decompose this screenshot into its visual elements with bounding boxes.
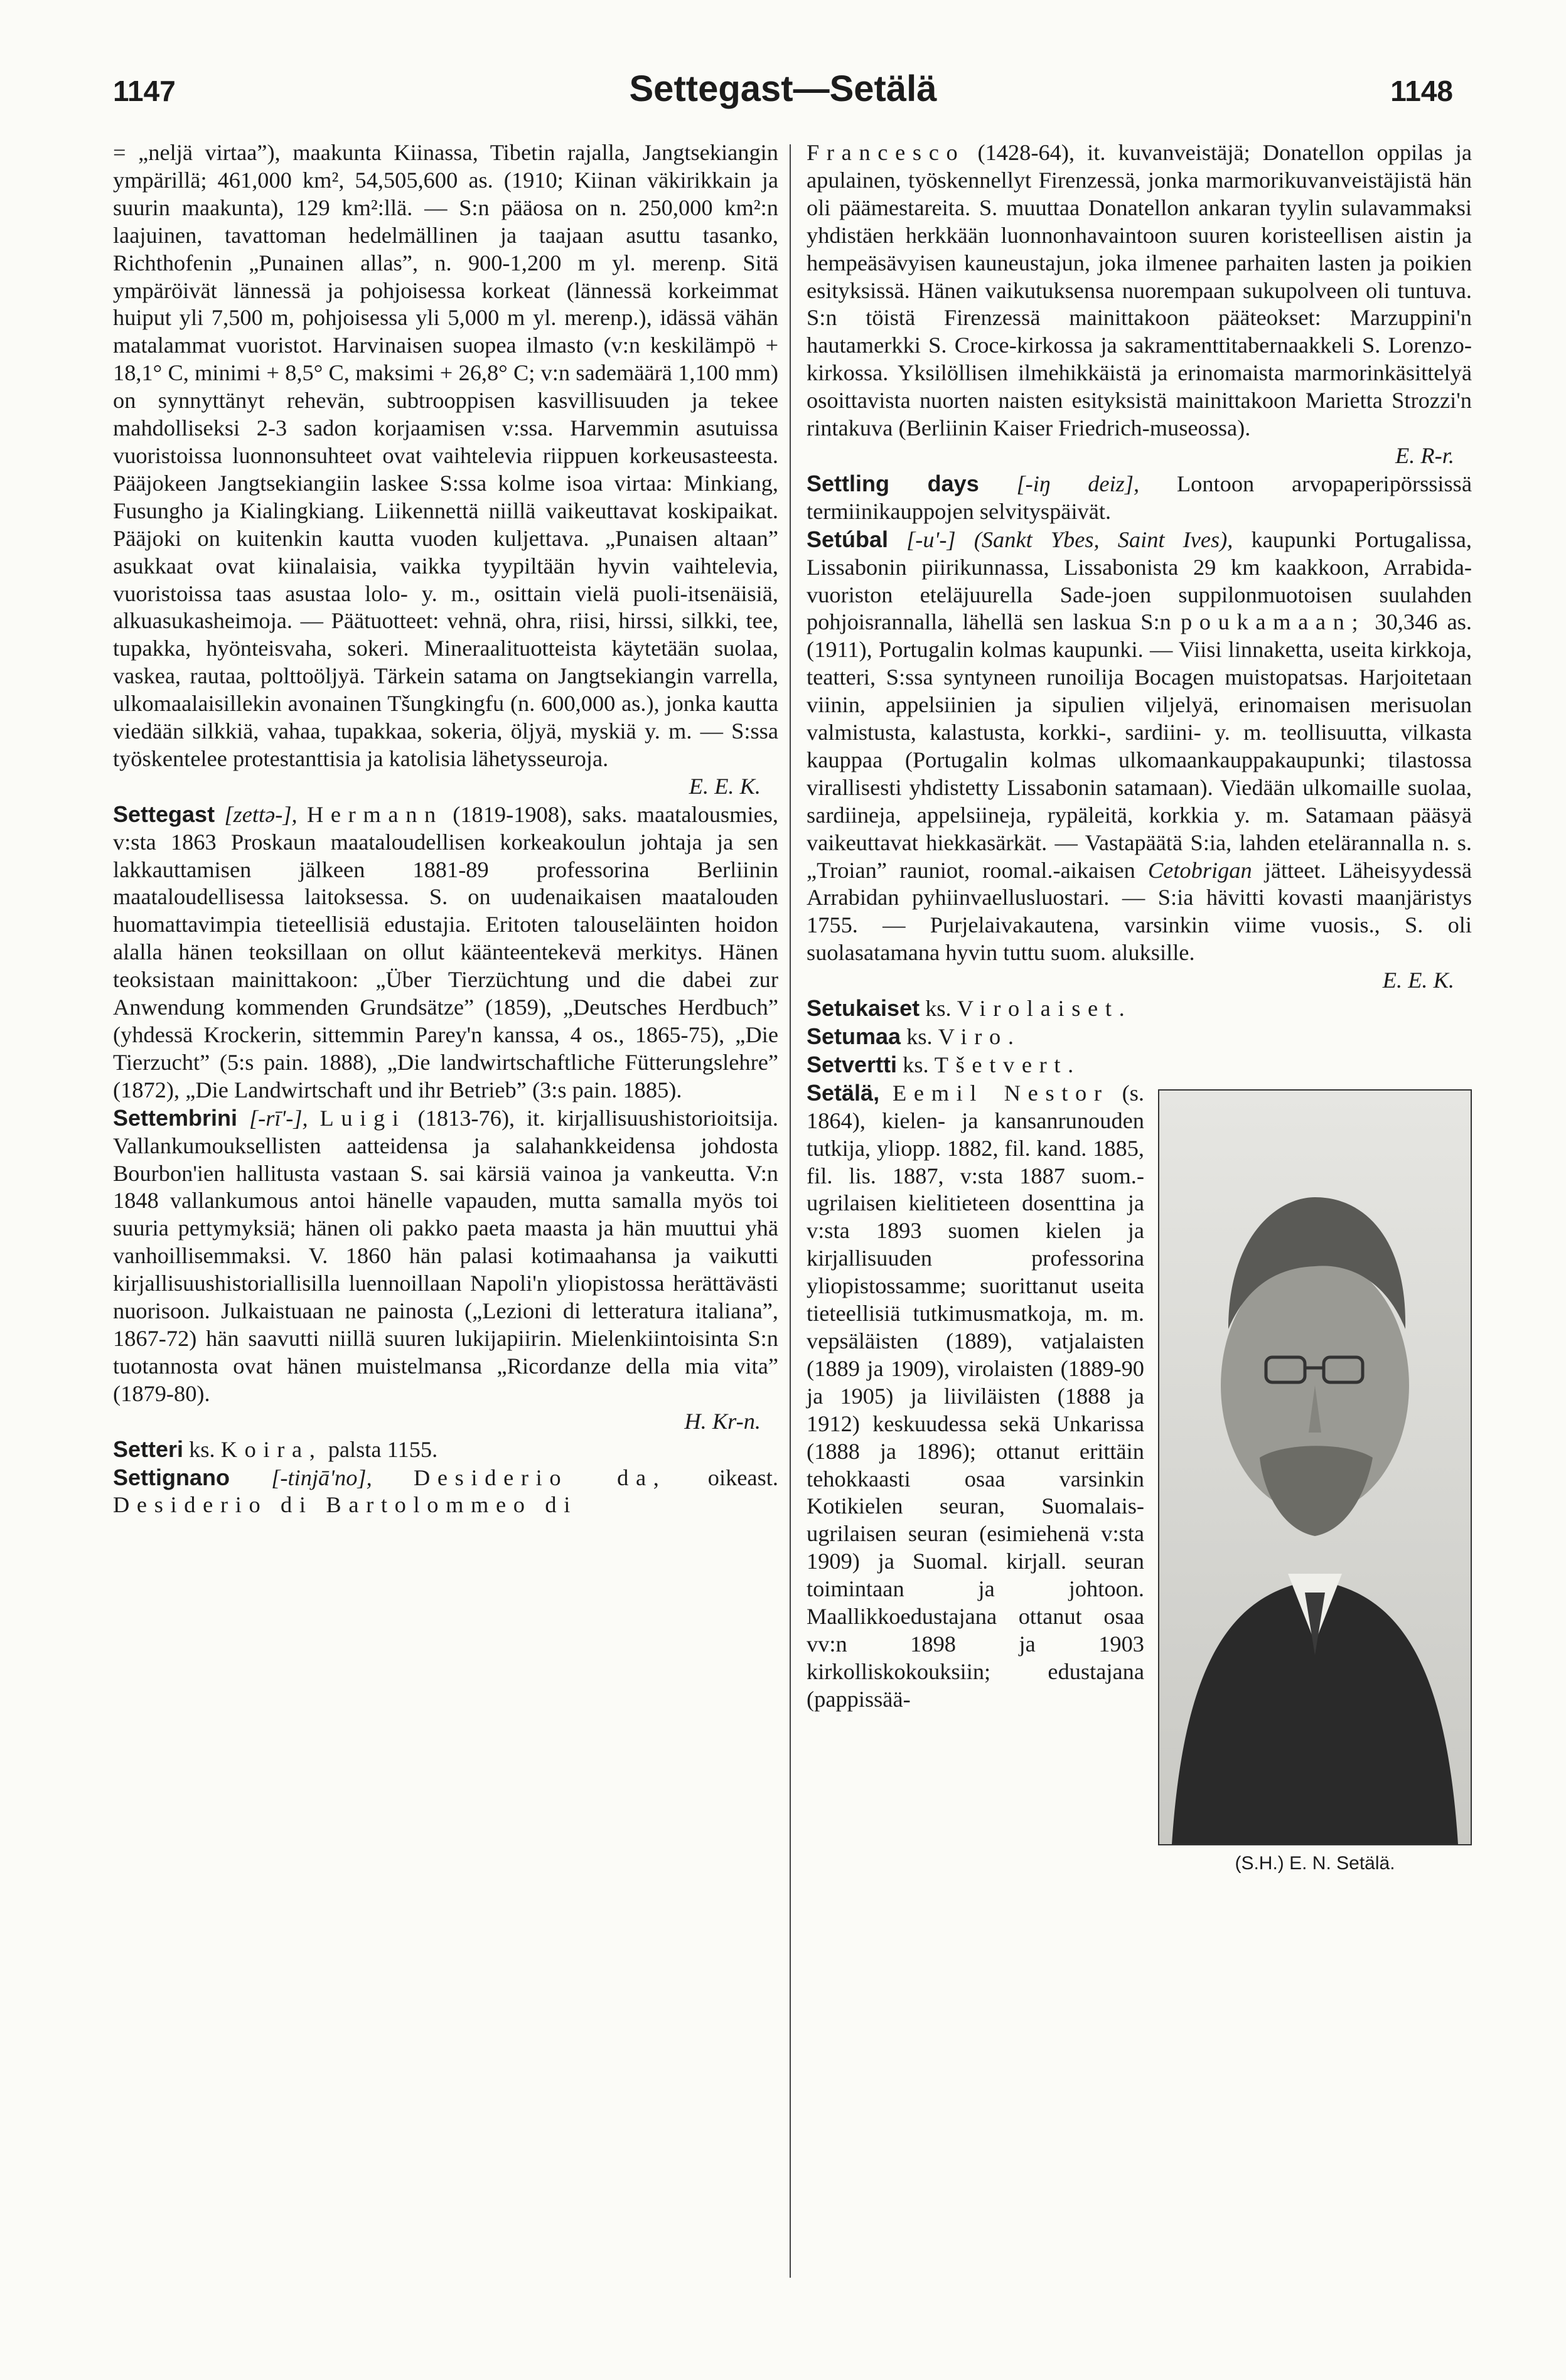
entry-text: oikeast. [707,1465,778,1490]
cross-reference: Tšetvert. [934,1052,1081,1077]
italic-term: Cetobrigan [1147,857,1252,883]
entry-settegast [113,801,778,1104]
person-name: Hermann [306,801,443,827]
headword: Settembrini [113,1104,238,1131]
portrait-image [1159,1091,1471,1844]
entry-text: 30,346 as. (1911), Portugalin kolmas kaupunki. — Viisi linnaketta, useita kirkkoja, teatteri, S:ssa syntyneen runoilija Bocagen muistopatsas. Harjoitetaan viinin, appelsiinien ja sipulien viljelyä, erinomaisen merisuolan valmistusta, kalastusta, korkki-, sardiini- y. m. teollisuutta, vilkasta kauppaa (Portugalin kolmas ulkomaankauppakaupunki; tilastossa virallisesti yhdistetty Lissabonin satamaan). Viedään ulkomaille suolaa, sardiineja, appelsiineja, rypäleitä, korkkia y. m. Satamaan pääsyä vaikeuttavat hiekkasärkät. — Vastapäätä S:ia, lahden etelärannalla n. s. „Troian” rauniot, roomal.-aikaisen [807,609,1472,883]
headword: Setumaa [807,1023,901,1049]
pronunciation: [-tinjā'no], [271,1465,372,1490]
entry-continuation [113,139,778,773]
entry-text: palsta 1155. [328,1436,438,1462]
portrait-caption: (S.H.) E. N. Setälä. [1235,1852,1395,1874]
person-name: Luigi [319,1105,406,1131]
entry-text: = „neljä virtaa”), maakunta Kiinassa, Tibetin rajalla, Jangtsekiangin ympärillä; 461,000 km², 54,505,600 as. (1910; Kiinan väkirikkain ja suurin maakunta), 129 km²:llä. — S:n pääosa on n. 250,000 km²:n laajuinen, tavattoman hedelmällinen ja taajaan asuttu tasanko, Richthofenin „Punainen allas”, n. 900-1,200 m yl. merenp. Sitä ympäröivät lännessä ja pohjoisessa korkeat (lännessä korkeimmat huiput yli 7,500 m, pohjoisessa yli 5,000 m yl. merenp.), idässä vähän matalammat vuoristot. Harvinaisen suopea ilmasto (v:n keskilämpö + 18,1° C, minimi + 8,5° C, maksimi + 26,8° C; v:n sademäärä 1,100 mm) on synnyttänyt rehevän, subtrooppisen kasvillisuuden ja tekee mahdolliseksi 2-3 sadon korjaamisen v:ssa. Harvemmin asutuissa vuoristoissa luonnonsuhteet ovat vaihtelevia riippuen korkeusasteesta. Pääjokeen Jangtsekiangiin laskee S:ssa kolme isoa virtaa: Minkiang, Fusungho ja Kialingkiang. Liikennettä niillä vaikeuttavat koskipaikat. Pääjoki on kuitenkin kautta vuoden kuljettava. „Punaisen altaan” asukkaat ovat kiinalaisia, vaikka tyypiltään hyvin vaihtelevia, vuoristoissa taas asustaa lolo- y. m., osittain vielä puoli-itsenäisiä, alkuasukasheimoja. — Päätuotteet: vehnä, ohra, riisi, hirssi, silkki, tee, tupakka, hyönteisvaha, sokeri. Mineraalituotteista käytetään suolaa, vaskea, rautaa, polttoöljyä. Tärkein satama on Jangtsekiangin varrella, ulkomaalaisillekin avonainen Tšungkingfu (n. 600,000 as.), jonka kautta viedään silkkiä, vahaa, tupakkaa, sokeria, öljyä, myskiä y. m. — S:ssa työskentelee protestanttisia ja katolisia lähetysseuroja. [113,140,778,771]
right-column [807,139,1472,1881]
entry-text: jätteet. Läheisyydessä Arrabidan pyhiinvaellusluostari. — S:ia hävitti kovasti maanjäristys 1755. — Purjelaivakautena, varsinkin viime vuosis., S. oli suolasatamana hyvin tuttu suom. aluksille. [807,857,1472,966]
headword: Setvertti [807,1051,898,1077]
cross-reference: Viro. [938,1024,1021,1049]
entry-settembrini [113,1104,778,1408]
alternate-names: (Sankt Ybes, Saint Ives), [973,526,1233,552]
signature: H. Kr-n. [684,1408,761,1434]
entry-setumaa [807,1023,1472,1051]
entry-continuation [807,139,1472,442]
cross-reference: Virolaiset. [957,996,1132,1022]
person-name: Eemil Nestor [893,1080,1109,1106]
page-number-left: 1147 [113,75,176,107]
person-name: Francesco [807,140,965,165]
portrait-figure [1158,1089,1472,1876]
cross-reference: Koira, [220,1436,323,1462]
entry-text: Lontoon arvopaperipörssissä termiinikauppojen selvityspäivät. [807,471,1472,524]
headword: Setälä, [807,1079,880,1106]
pronunciation: [-u'-] [906,526,956,552]
headword: Settegast [113,801,215,827]
entry-text: (1428-64), it. kuvanveistäjä; Donatellon oppilas ja apulainen, työskennellyt Firenzessä, jonka marmorikuvanveistäjistä hän oli päämestareita. S. muuttaa Donatellon ankaran tyylin sulavammaksi yhdistäen herkkään luonnonhavaintoon suuren koristeellisen aistin ja hempeäsävyisen kauneustajun, joka ilmenee parhaiten lasten ja poikien esityksissä. Hänen vaikutuksensa nuorempaan sukupolveen oli tuntuva. S:n töistä Firenzessä mainittakoon pääteokset: Marzuppini'n hautamerkki S. Croce-kirkossa ja sakramenttitabernaakkeli S. Lorenzo-kirkossa. Yksilöllisen ilmehikkäistä ja erinomaista marmorinkäsittelyä osoittavista nuorten naisten esityksistä mainittakoon Marietta Strozzi'n rintakuva (Berliinin Kaiser Friedrich-museossa). [807,140,1472,441]
entry-text: (1819-1908), saks. maatalousmies, v:sta 1863 Proskaun maataloudellisen korkeakoulun johtaja ja sen lakkauttamisen jälkeen 1881-89 professorina Berliinin maataloudellisessa laitoksessa. S. on uudenaikaisen maatalouden huomattavimpia tieteellisiä edustajia. Eritoten talouseläinten hoidon alalla hänen teoksillaan on ollut käänteentekevä merkitys. Hänen teoksistaan mainittakoon: „Über Tierzüchtung und die dabei zur Anwendung kommenden Grundsätze” (1859), „Deutsches Herdbuch” (yhdessä Krockerin, sittemmin Parey'n kanssa, 4 os., 1865-75), „Die Tierzucht” (5:s pain. 1888), „Die landwirtschaftliche Fütterungslehre” (1872), „Die Landwirtschaft und ihr Betrieb” (3:s pain. 1885). [113,801,778,1102]
left-column [113,139,778,1519]
entry-settling-days [807,470,1472,526]
entry-setukaiset [807,995,1472,1023]
entry-text: ks. [189,1436,215,1462]
entry-setteri [113,1436,778,1464]
cross-reference: Desiderio da, [413,1465,667,1490]
pronunciation: [zettə-], [224,801,298,827]
running-title: Settegast—Setälä [629,68,937,109]
entry-text: (s. 1864), kielen- ja kansanrunouden tutkija, yliopp. 1882, fil. kand. 1885, fil. lis. 1887, v:sta 1887 suom.-ugrilaisen kielitieteen dosenttina ja v:sta 1893 suomen kielen ja kirjallisuuden professorina yliopistossamme; suorittanut useita tieteellisiä tutkimusmatkoja, m. m. vepsäläisten (1889), vatjalaisten (1889 ja 1909), virolaisten (1889-90 ja 1905) ja liiviläisten (1888 ja 1912) keskuudessa sekä Unkarissa (1888 ja 1896); ottanut erittäin tehokkaasti osaa varsinkin Kotikielen seuran, Suomalais-ugrilaisen seuran (esimiehenä v:sta 1909) ja Suomal. kirjall. seuran toimintaan ja johtoon. Maallikkoedustajana ottanut osaa vv:n 1898 ja 1903 kirkolliskokouksiin; edustajana (pappissää- [807,1080,1144,1712]
entry-text: ks. [925,996,952,1022]
pronunciation: [-rī'-], [249,1105,308,1131]
page-header [113,63,1453,113]
entry-setubal [807,526,1472,968]
cross-reference: Desiderio di Bartolommeo di [113,1492,577,1518]
headword: Setukaiset [807,995,920,1022]
headword: Settling days [807,470,979,496]
headword: Setúbal [807,526,889,552]
entry-text: ks. [903,1052,929,1077]
entry-setvertti [807,1051,1472,1079]
entry-settignano [113,1464,778,1520]
entry-text: kaupunki Portugalissa, Lissabonin piirikunnassa, Lissabonista 29 km kaakkoon, Arrabida-vuoriston eteläjuurella Sade-joen suppilonmuotoisen suulahden pohjoisrannalla, lähellä sen laskua S:n [807,526,1472,635]
pronunciation: [-iŋ deiz], [1016,471,1140,496]
signature: E. E. K. [689,773,761,799]
page-number-right: 1148 [1390,75,1453,107]
headword: Settignano [113,1464,230,1490]
signature: E. E. K. [1382,968,1454,993]
headword: Setteri [113,1436,184,1462]
entry-text: (1813-76), it. kirjallisuushistorioitsija. Vallankumouksellisten aatteidensa ja salahankkeidensa johdosta Bourbon'ien hallitusta vastaan S. sai kärsiä vainoa ja vankeutta. V:n 1848 vallankumous antoi hänelle vapauden, mutta samalla myös toi suuria pettymyksiä; hänen oli pakko paeta maasta ja hän muuttui yhä vanhoillisemmaksi. V. 1860 hän palasi kotimaahansa ja vaikutti kirjallisuushistoriallisilla luennoillaan Napoli'n yliopistossa herättävästi nuorisoon. Julkaistuaan ne painosta („Lezioni di letteratura italiana”, 1867-72) hän saavutti niillä suuren lukijapiirin. Mielenkiintoisinta S:n tuotannosta ovat hänen muistelmansa „Ricordanze della mia vita” (1879-80). [113,1105,779,1406]
entry-text: ks. [906,1024,933,1049]
spaced-term: poukamaan; [1180,609,1366,635]
portrait-photo [1158,1089,1472,1845]
signature: E. R-r. [1395,442,1454,468]
column-divider [790,144,791,2278]
